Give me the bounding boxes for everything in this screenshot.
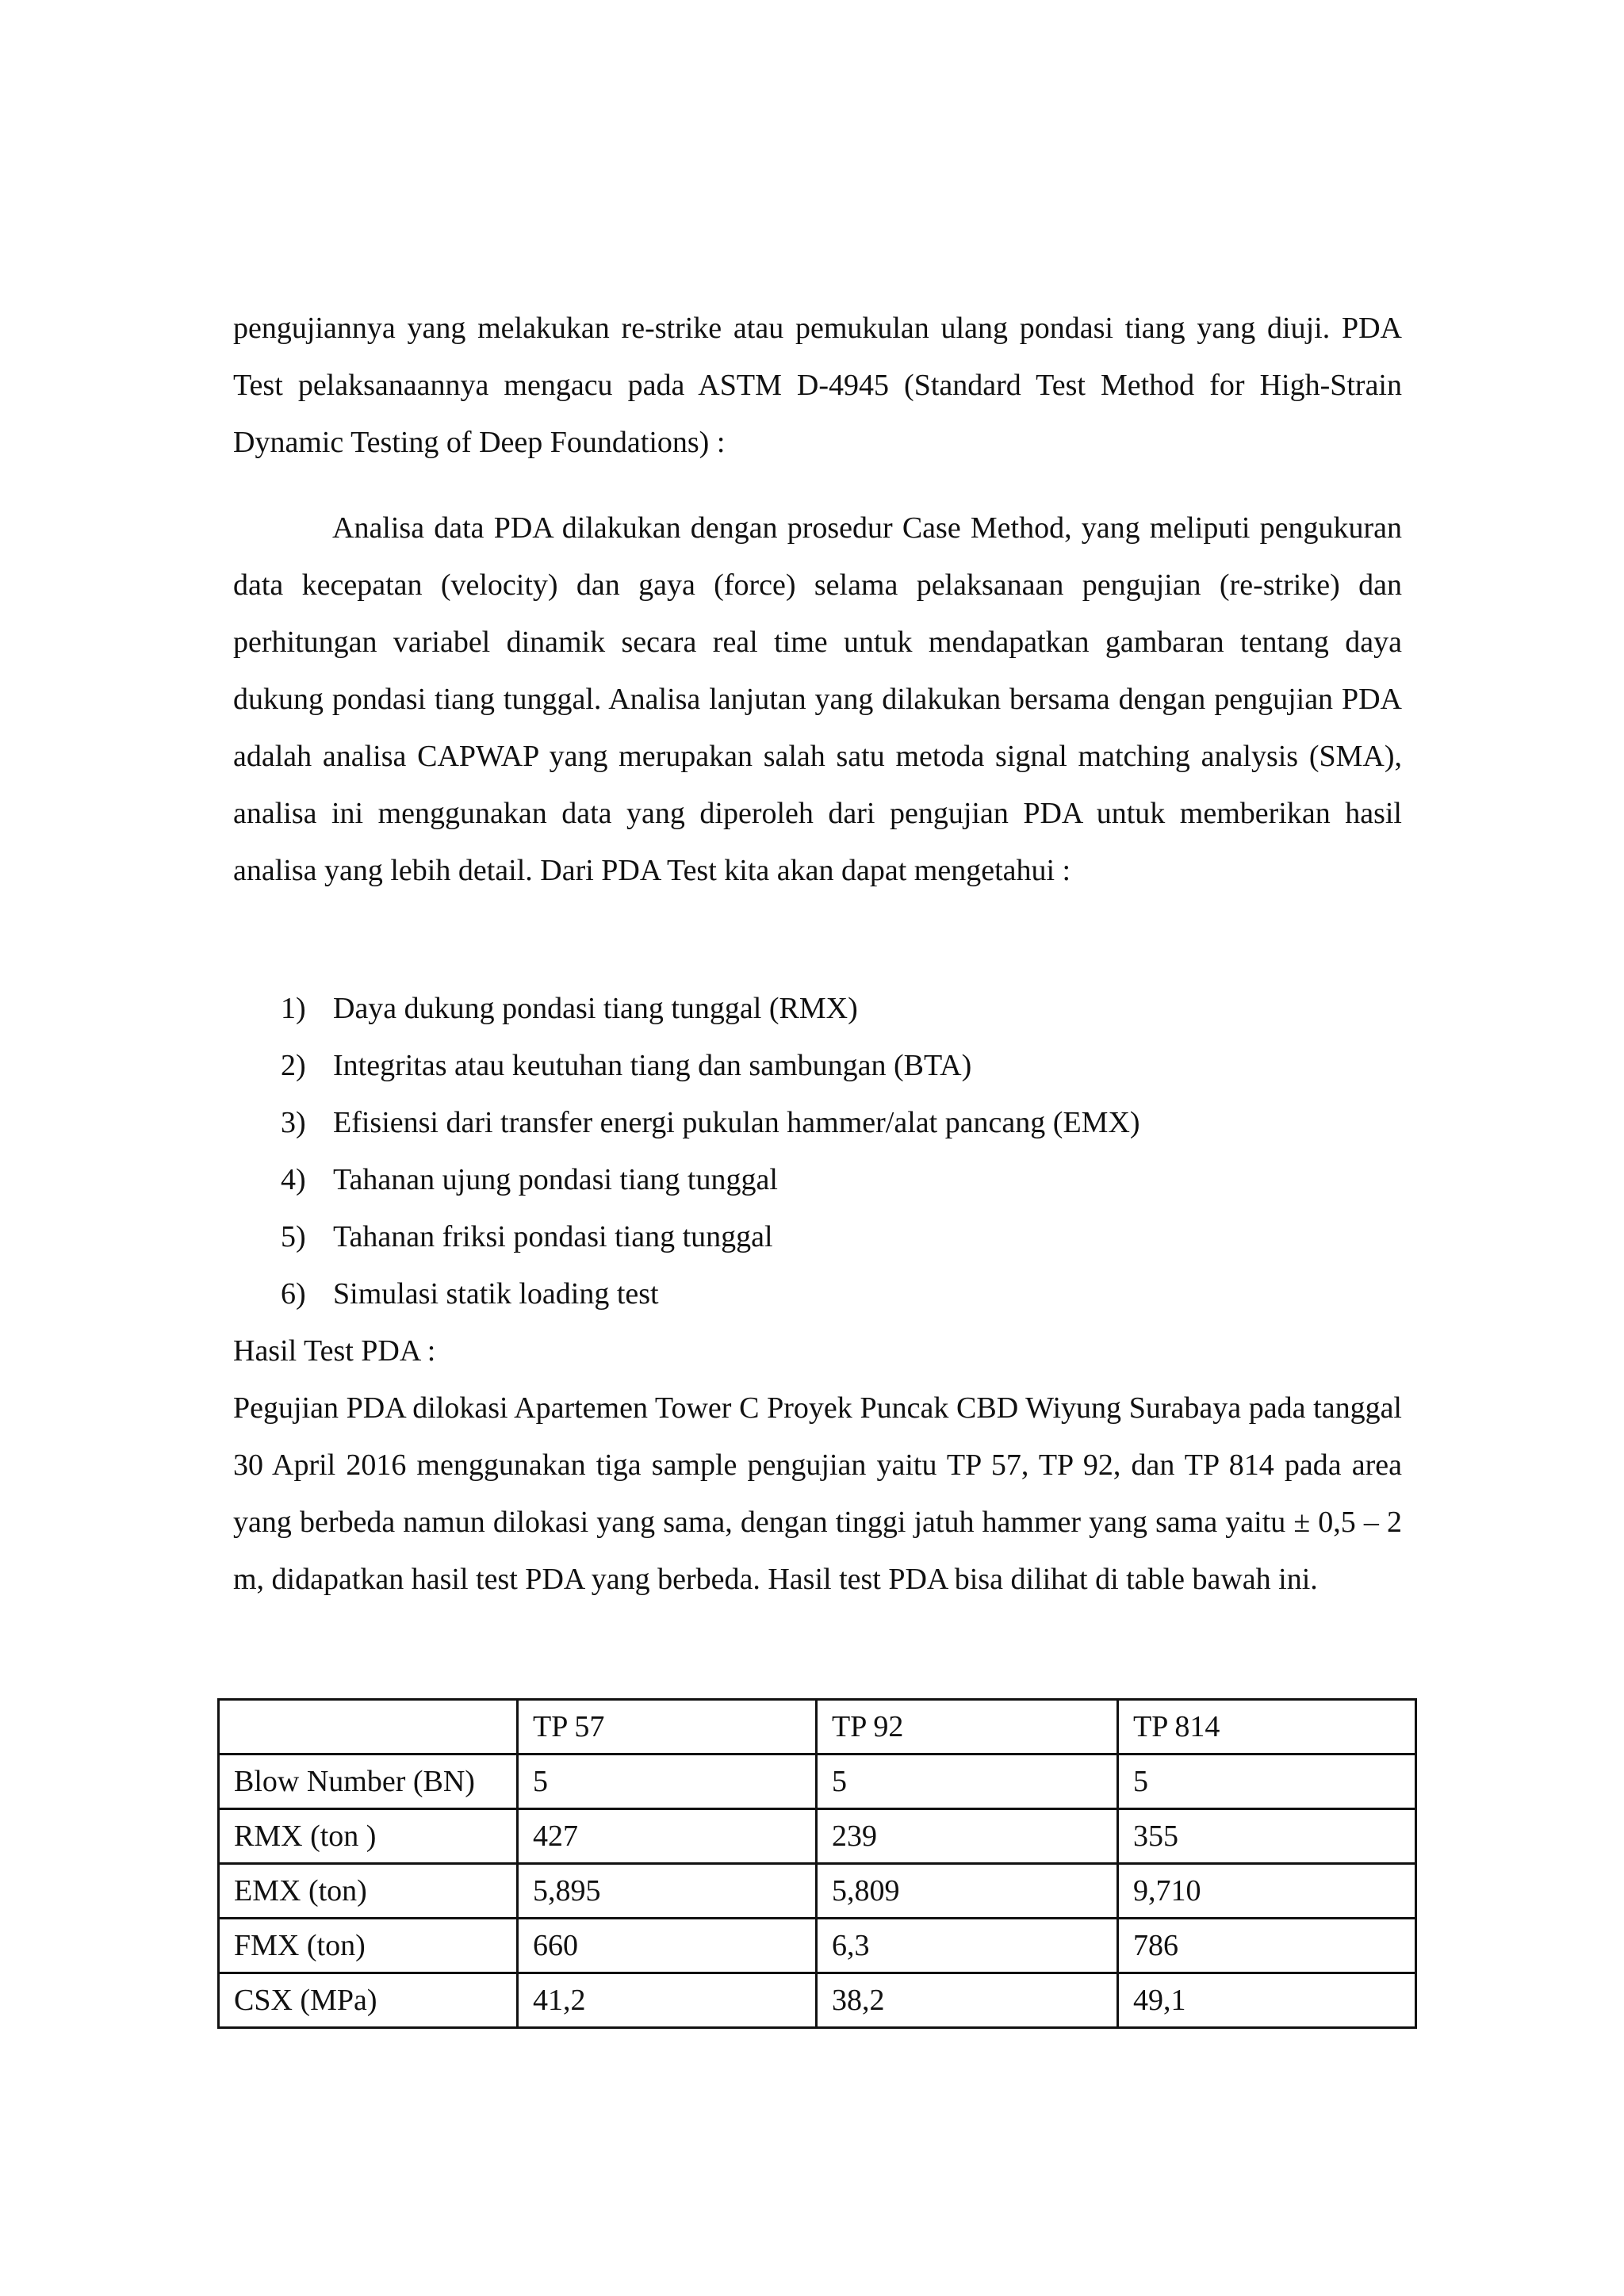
list-item <box>281 1037 1140 1094</box>
list-item-number: 3) <box>281 1106 306 1139</box>
table-row <box>219 1809 1416 1864</box>
list-item <box>281 980 1140 1037</box>
list-item-text: Tahanan ujung pondasi tiang tunggal <box>333 1163 778 1196</box>
results-paragraph: Pegujian PDA dilokasi Apartemen Tower C Proyek Puncak CBD Wiyung Surabaya pada tanggal 30 April 2016 menggunakan tiga sample pengujian yaitu TP 57, TP 92, dan TP 814 pada area yang berbeda namun dilokasi yang sama, dengan tinggi jatuh hammer yang sama yaitu ± 0,5 – 2 m, didapatkan hasil test PDA yang berbeda. Hasil test PDA bisa dilihat di table bawah ini. <box>233 1391 1402 1596</box>
table-header-cell <box>219 1700 518 1755</box>
list-item-text: Tahanan friksi pondasi tiang tunggal <box>333 1220 773 1253</box>
table-row <box>219 1864 1416 1919</box>
table-row-label: EMX (ton) <box>219 1864 518 1919</box>
intro-paragraph: pengujiannya yang melakukan re-strike atau pemukulan ulang pondasi tiang yang diuji. PDA Test pelaksanaannya mengacu pada ASTM D-4945 (Standard Test Method for High-Strain Dynamic Testing of Deep Foundations) : <box>233 312 1402 459</box>
table-cell: 6,3 <box>817 1919 1118 1973</box>
table-cell: 239 <box>817 1809 1118 1864</box>
table-cell: 5 <box>817 1755 1118 1809</box>
pda-outputs-list <box>281 980 1140 1322</box>
table-row-label: RMX (ton ) <box>219 1809 518 1864</box>
table-header-row <box>219 1700 1416 1755</box>
table-row <box>219 1919 1416 1973</box>
list-item <box>281 1151 1140 1208</box>
table-header-cell: TP 814 <box>1118 1700 1416 1755</box>
list-item <box>281 1265 1140 1322</box>
table-row-label: CSX (MPa) <box>219 1973 518 2028</box>
table-cell: 660 <box>518 1919 817 1973</box>
list-item-number: 4) <box>281 1163 306 1196</box>
list-item <box>281 1094 1140 1151</box>
list-item-text: Simulasi statik loading test <box>333 1277 659 1311</box>
table-cell: 5 <box>518 1755 817 1809</box>
table-row-label: FMX (ton) <box>219 1919 518 1973</box>
list-item-number: 6) <box>281 1277 306 1311</box>
list-item-number: 1) <box>281 992 306 1025</box>
table-cell: 786 <box>1118 1919 1416 1973</box>
list-item-text: Efisiensi dari transfer energi pukulan hammer/alat pancang (EMX) <box>333 1106 1140 1139</box>
table-cell: 5,809 <box>817 1864 1118 1919</box>
table-header-cell: TP 92 <box>817 1700 1118 1755</box>
table-cell: 5,895 <box>518 1864 817 1919</box>
analysis-paragraph: Analisa data PDA dilakukan dengan prosedur Case Method, yang meliputi pengukuran data kecepatan (velocity) dan gaya (force) selama pelaksanaan pengujian (re-strike) dan perhitungan variabel dinamik secara real time untuk mendapatkan gambaran tentang daya dukung pondasi tiang tunggal. Analisa lanjutan yang dilakukan bersama dengan pengujian PDA adalah analisa CAPWAP yang merupakan salah satu metoda signal matching analysis (SMA), analisa ini menggunakan data yang diperoleh dari pengujian PDA untuk memberikan hasil analisa yang lebih detail. Dari PDA Test kita akan dapat mengetahui : <box>233 511 1402 887</box>
table-cell: 355 <box>1118 1809 1416 1864</box>
list-item-text: Daya dukung pondasi tiang tunggal (RMX) <box>333 992 858 1025</box>
table-cell: 5 <box>1118 1755 1416 1809</box>
list-item-number: 5) <box>281 1220 306 1253</box>
table-cell: 49,1 <box>1118 1973 1416 2028</box>
pda-results-table <box>217 1698 1417 2029</box>
table-cell: 41,2 <box>518 1973 817 2028</box>
table-cell: 427 <box>518 1809 817 1864</box>
table-header-cell: TP 57 <box>518 1700 817 1755</box>
table-cell: 9,710 <box>1118 1864 1416 1919</box>
results-heading: Hasil Test PDA : <box>233 1334 436 1368</box>
table-cell: 38,2 <box>817 1973 1118 2028</box>
list-item-text: Integritas atau keutuhan tiang dan sambungan (BTA) <box>333 1049 972 1082</box>
table-row <box>219 1973 1416 2028</box>
list-item-number: 2) <box>281 1049 306 1082</box>
table-row-label: Blow Number (BN) <box>219 1755 518 1809</box>
list-item <box>281 1208 1140 1265</box>
table-row <box>219 1755 1416 1809</box>
